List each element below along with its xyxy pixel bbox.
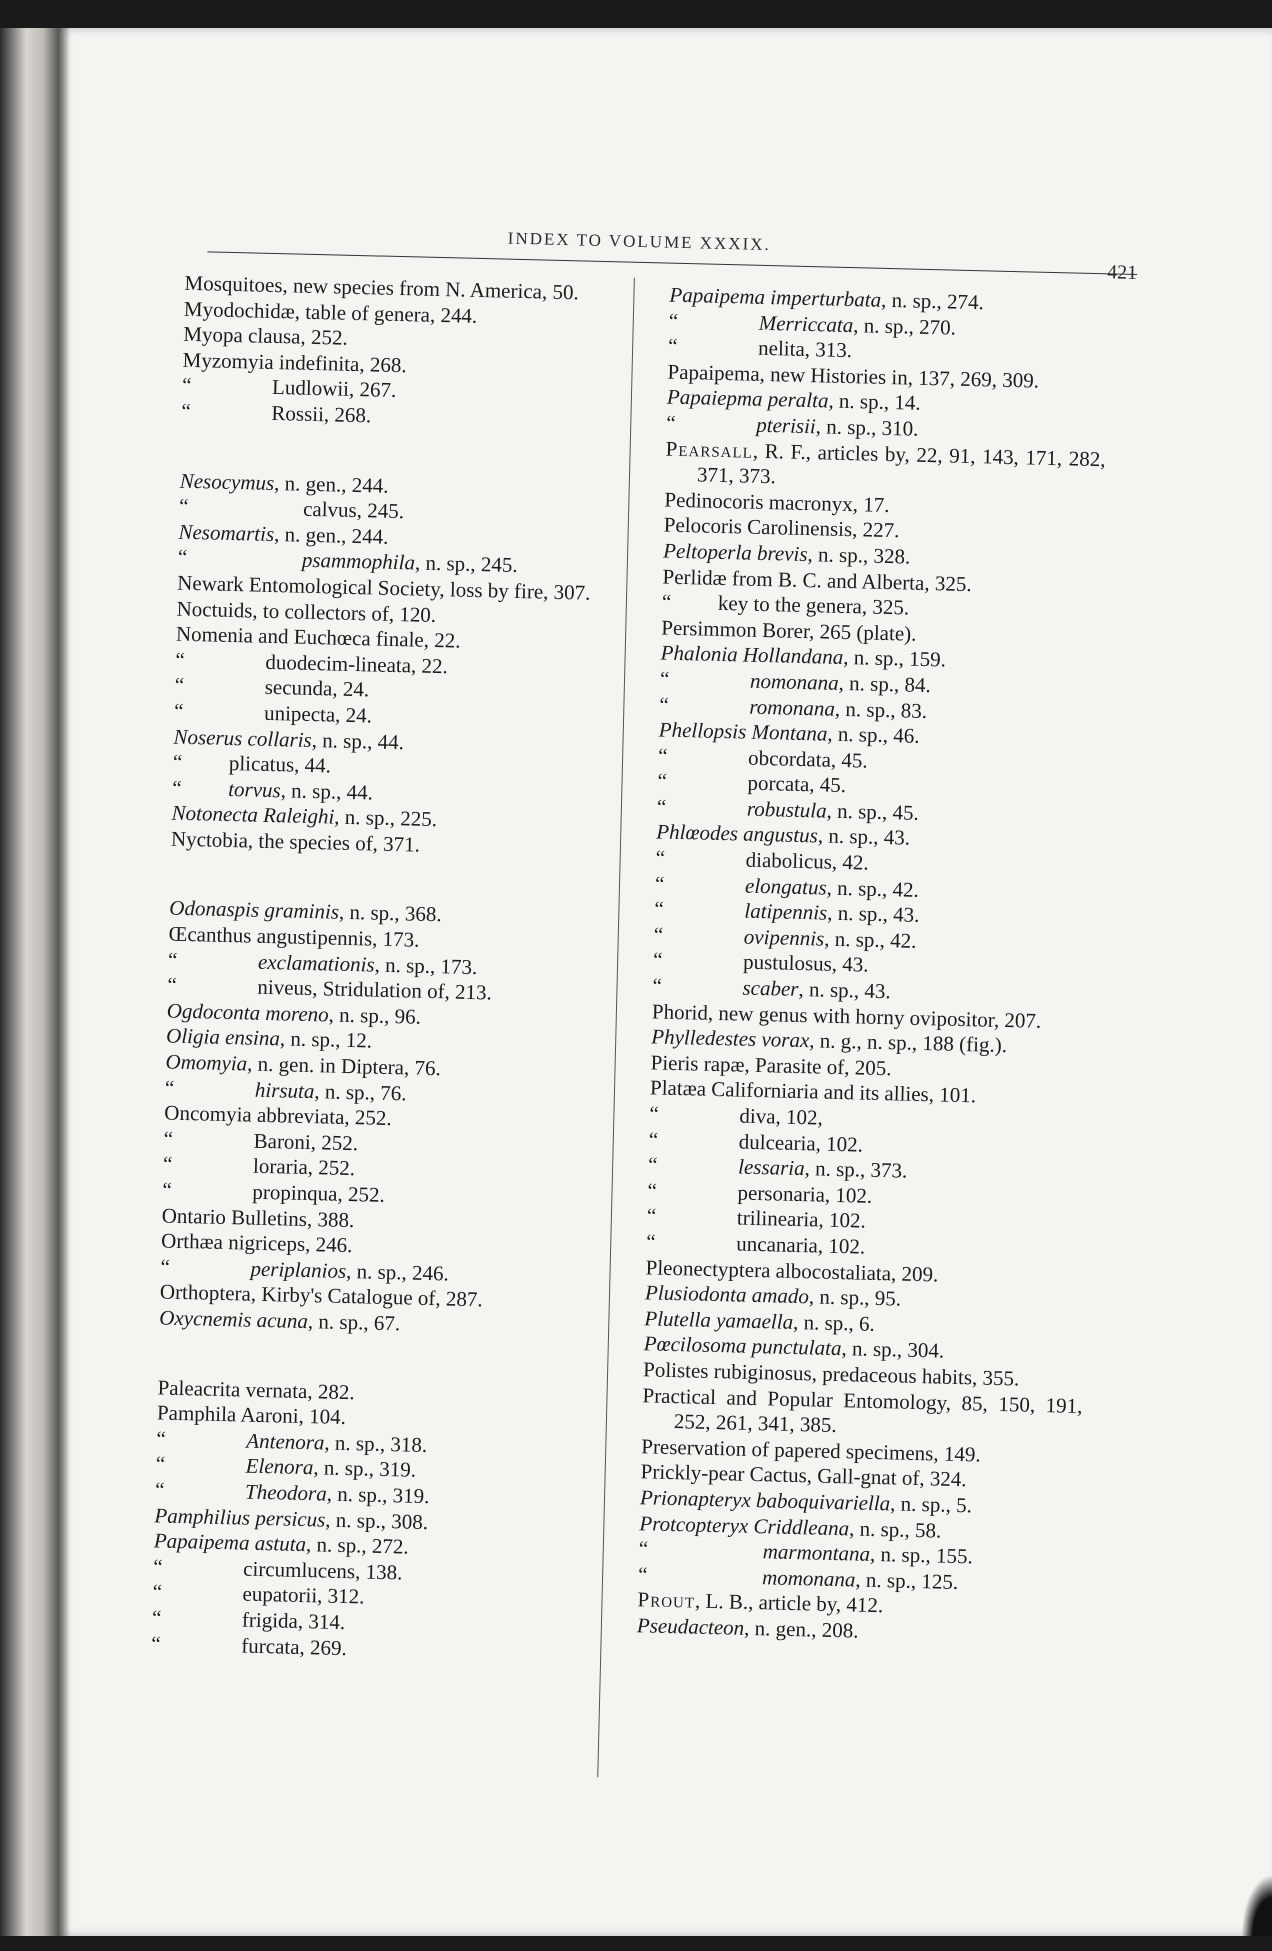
index-entry-text: scaber, n. sp., 43.: [742, 975, 891, 1004]
index-entry: Peltoperla brevis, n. sp., 328.: [662, 538, 911, 569]
index-entry: Paleacrita vernata, 282.: [157, 1375, 355, 1404]
index-entry-text: porcata, 45.: [747, 770, 847, 798]
ditto-mark: “: [648, 1126, 659, 1152]
index-entry-text: psammophila, n. sp., 245.: [301, 548, 518, 578]
index-entry: Perlidæ from B. C. and Alberta, 325.: [662, 564, 972, 596]
index-entry-text: nelita, 313.: [757, 335, 853, 363]
ditto-mark: “: [162, 1151, 173, 1177]
ditto-mark: “: [177, 545, 188, 570]
index-entry-text: obcordata, 45.: [747, 745, 868, 773]
index-entry-text: Ludlowii, 267.: [271, 375, 397, 403]
ditto-mark: “: [167, 947, 178, 972]
index-entry: Persimmon Borer, 265 (plate).: [661, 615, 917, 646]
index-entry: Protcopteryx Criddleana, n. sp., 58.: [639, 1510, 942, 1543]
ditto-mark: “: [667, 333, 678, 359]
index-entry: Pamphila Aaroni, 104.: [156, 1400, 347, 1430]
index-entry: Pieris rapæ, Parasite of, 205.: [650, 1050, 892, 1081]
ditto-mark: “: [668, 308, 679, 333]
index-entry-text: Elenora, n. sp., 319.: [245, 1453, 417, 1483]
ditto-mark: “: [657, 768, 668, 793]
index-entry-text: unipecta, 24.: [263, 700, 373, 728]
ditto-mark: “: [151, 1630, 161, 1656]
ditto-mark: “: [659, 666, 670, 691]
ditto-mark: “: [173, 698, 184, 723]
index-entry: Nomenia and Euchœca finale, 22.: [175, 621, 461, 653]
index-entry: Pelocoris Carolinensis, 227.: [663, 512, 900, 543]
index-entry-text: pterisii, n. sp., 310.: [756, 412, 919, 441]
ditto-mark: “: [652, 973, 663, 998]
ditto-mark: “: [656, 794, 667, 819]
index-entry: Pamphilius persicus, n. sp., 308.: [154, 1502, 429, 1534]
index-entry: Newark Entomological Society, loss by fire, 307.: [176, 570, 591, 605]
index-entry: Oxycnemis acuna, n. sp., 67.: [159, 1305, 401, 1336]
index-entry: Papaipema astuta, n. sp., 272.: [153, 1528, 410, 1559]
index-entry-text: momonana, n. sp., 125.: [761, 1564, 959, 1594]
ditto-mark: “: [162, 1177, 173, 1202]
ditto-mark: “: [659, 691, 670, 717]
ditto-mark: “: [181, 373, 192, 398]
index-entry: Prionapteryx baboquivariella, n. sp., 5.: [639, 1485, 973, 1518]
running-title: INDEX TO VOLUME XXXIX.: [507, 228, 772, 255]
index-entry: Phellopsis Montana, n. sp., 46.: [658, 717, 920, 748]
index-entry-text: Rossii, 268.: [271, 400, 372, 428]
index-entry: Orthoptera, Kirby's Catalogue of, 287.: [159, 1279, 483, 1312]
ditto-mark: “: [178, 493, 189, 519]
index-entry-text: latipennis, n. sp., 43.: [744, 898, 920, 928]
index-entry-text: elongatus, n. sp., 42.: [744, 873, 920, 902]
index-entry-text: niveus, Stridulation of, 213.: [257, 975, 493, 1005]
index-entry: Mosquitoes, new species from N. America, 50.: [184, 270, 580, 305]
index-entry: Oncomyia abbreviata, 252.: [164, 1100, 392, 1131]
index-entry: Prickly-pear Cactus, Gall-gnat of, 324.: [640, 1459, 967, 1492]
index-entry: Ontario Bulletins, 388.: [161, 1203, 355, 1232]
index-entry: Phlœodes angustus, n. sp., 43.: [656, 819, 911, 851]
ditto-mark: “: [654, 871, 665, 896]
index-entry: Preservation of papered specimens, 149.: [641, 1433, 981, 1467]
index-entry: Myzomyia indefinita, 268.: [182, 347, 407, 377]
index-entry: Nyctobia, the species of, 371.: [170, 826, 421, 857]
page-number: 421: [1106, 261, 1138, 285]
index-entry-text: lessaria, n. sp., 373.: [737, 1154, 908, 1183]
index-entry: Pseudacteon, n. gen., 208.: [636, 1613, 859, 1643]
index-entry-text: periplanios, n. sp., 246.: [250, 1256, 450, 1286]
ditto-mark: “: [175, 647, 186, 672]
ditto-mark: “: [174, 672, 185, 698]
ditto-mark: “: [156, 1426, 166, 1451]
ditto-mark: “: [652, 947, 663, 973]
ditto-mark: “: [647, 1152, 658, 1177]
index-entry-text: ovipennis, n. sp., 42.: [743, 924, 917, 953]
ditto-mark: “: [653, 922, 664, 947]
index-entry-text: dulcearia, 102.: [738, 1129, 864, 1157]
ditto-mark: “: [151, 1605, 162, 1630]
index-entry-text: personaria, 102.: [737, 1180, 873, 1208]
index-entry: Papaiepma peralta, n. sp., 14.: [666, 384, 921, 416]
ditto-mark: “: [172, 749, 183, 774]
ditto-mark: “: [661, 589, 672, 614]
index-entry: Phalonia Hollandana, n. sp., 159.: [660, 640, 947, 672]
index-entry: Phylledestes vorax, n. g., n. sp., 188 (fig.).: [651, 1024, 1008, 1058]
index-entry: Myodochidæ, table of genera, 244.: [183, 296, 478, 328]
ditto-mark: “: [637, 1561, 648, 1587]
ditto-mark: “: [646, 1203, 657, 1228]
ditto-mark: “: [647, 1178, 658, 1203]
index-entry: Nesocymus, n. gen., 244.: [179, 468, 389, 498]
ditto-mark: “: [649, 1101, 660, 1126]
ditto-mark: “: [655, 845, 666, 870]
index-entry: Plusiodonta amado, n. sp., 95.: [644, 1280, 902, 1311]
index-entry: Noserus collaris, n. sp., 44.: [173, 724, 405, 754]
index-entry: Noctuids, to collectors of, 120.: [176, 596, 437, 627]
ditto-mark: “: [167, 972, 178, 998]
index-entry-text: torvus, n. sp., 44.: [227, 776, 374, 805]
index-entry: Oligia ensina, n. sp., 12.: [165, 1023, 373, 1054]
index-entry-text: pustulosus, 43.: [742, 950, 869, 978]
ditto-mark: “: [154, 1477, 165, 1502]
index-entry-text: duodecim-lineata, 22.: [265, 649, 449, 679]
ditto-mark: “: [164, 1075, 175, 1100]
index-entry: Plutella yamaella, n. sp., 6.: [644, 1306, 876, 1336]
ditto-mark: “: [654, 896, 665, 921]
index-entry-text: diabolicus, 42.: [745, 847, 870, 875]
index-entry: Notonecta Raleighi, n. sp., 225.: [171, 800, 438, 832]
index-entry-text: exclamationis, n. sp., 173.: [257, 949, 478, 979]
index-entry-text: propinqua, 252.: [252, 1179, 386, 1207]
index-column-left: [151, 271, 625, 1667]
index-entry: Pœcilosoma punctulata, n. sp., 304.: [643, 1331, 945, 1363]
ditto-mark: “: [152, 1579, 163, 1604]
ditto-mark: “: [163, 1126, 174, 1151]
index-entry: Polistes rubiginosus, predaceous habits, 355.: [642, 1357, 1020, 1391]
index-entry: Papaipema, new Histories in, 137, 269, 309.: [667, 359, 1040, 393]
index-entry-text: Theodora, n. sp., 319.: [244, 1479, 430, 1509]
index-entry-text: calvus, 245.: [302, 496, 405, 524]
index-entry: Orthæa nigriceps, 246.: [160, 1228, 353, 1258]
index-entry: Pearsall, R. F., articles by, 22, 91, 143, 171, 282, 371, 373.: [665, 436, 1106, 489]
index-entry: Odonaspis graminis, n. sp., 368.: [169, 896, 443, 927]
index-entry-text: eupatorii, 312.: [242, 1581, 365, 1609]
index-entry-text: circumlucens, 138.: [242, 1556, 403, 1585]
index-entry: Myopa clausa, 252.: [183, 321, 349, 350]
index-entry-text: diva, 102,: [739, 1103, 824, 1130]
index-entry: Platæa Californiaria and its allies, 101.: [649, 1075, 977, 1108]
index-column-right: [637, 283, 1110, 1650]
index-entry-text: marmontana, n. sp., 155.: [762, 1539, 974, 1569]
index-entry-text: Antenora, n. sp., 318.: [246, 1428, 428, 1457]
index-entry-text: hirsuta, n. sp., 76.: [254, 1077, 407, 1106]
index-entry-text: plicatus, 44.: [228, 751, 332, 778]
ditto-mark: “: [638, 1536, 649, 1561]
ditto-mark: “: [171, 775, 182, 800]
index-entry-text: secunda, 24.: [264, 675, 370, 702]
index-entry: Ogdoconta moreno, n. sp., 96.: [166, 998, 422, 1029]
ditto-mark: “: [666, 410, 676, 435]
index-entry-text: robustula, n. sp., 45.: [746, 796, 920, 825]
index-entry-text: trilinearia, 102.: [736, 1205, 867, 1234]
index-entry-text: furcata, 269.: [241, 1633, 348, 1660]
index-entry-text: Merriccata, n. sp., 270.: [758, 310, 957, 340]
ditto-mark: “: [646, 1229, 656, 1254]
index-entry: Œcanthus angustipennis, 173.: [168, 921, 420, 952]
index-entry-text: romonana, n. sp., 83.: [749, 694, 928, 723]
index-entry: Nesomartis, n. gen., 244.: [178, 519, 389, 549]
ditto-mark: “: [657, 743, 668, 768]
index-entry-text: uncanaria, 102.: [736, 1231, 866, 1259]
index-entry: Pleonectyptera albocostaliata, 209.: [645, 1254, 939, 1287]
ditto-mark: “: [155, 1451, 166, 1476]
index-entry-text: Baroni, 252.: [253, 1128, 359, 1156]
ditto-mark: “: [152, 1554, 163, 1579]
index-entry-text: key to the genera, 325.: [717, 591, 910, 620]
ditto-mark: “: [181, 398, 192, 423]
index-entry: Pedinocoris macronyx, 17.: [664, 487, 890, 517]
index-entry-text: loraria, 252.: [252, 1154, 356, 1181]
index-entry: Prout, L. B., article by, 412.: [637, 1587, 884, 1618]
index-entry: Omomyia, n. gen. in Diptera, 76.: [165, 1049, 442, 1081]
ditto-mark: “: [160, 1254, 171, 1279]
index-entry: Phorid, new genus with horny ovipositor, 207.: [651, 999, 1042, 1033]
index-entry-text: nomonana, n. sp., 84.: [749, 668, 932, 698]
index-entry: Papaipema imperturbata, n. sp., 274.: [669, 282, 985, 315]
index-entry: Practical and Popular Entomology, 85, 150, 191, 252, 261, 341, 385.: [642, 1382, 1083, 1438]
index-entry-text: frigida, 314.: [241, 1607, 346, 1634]
